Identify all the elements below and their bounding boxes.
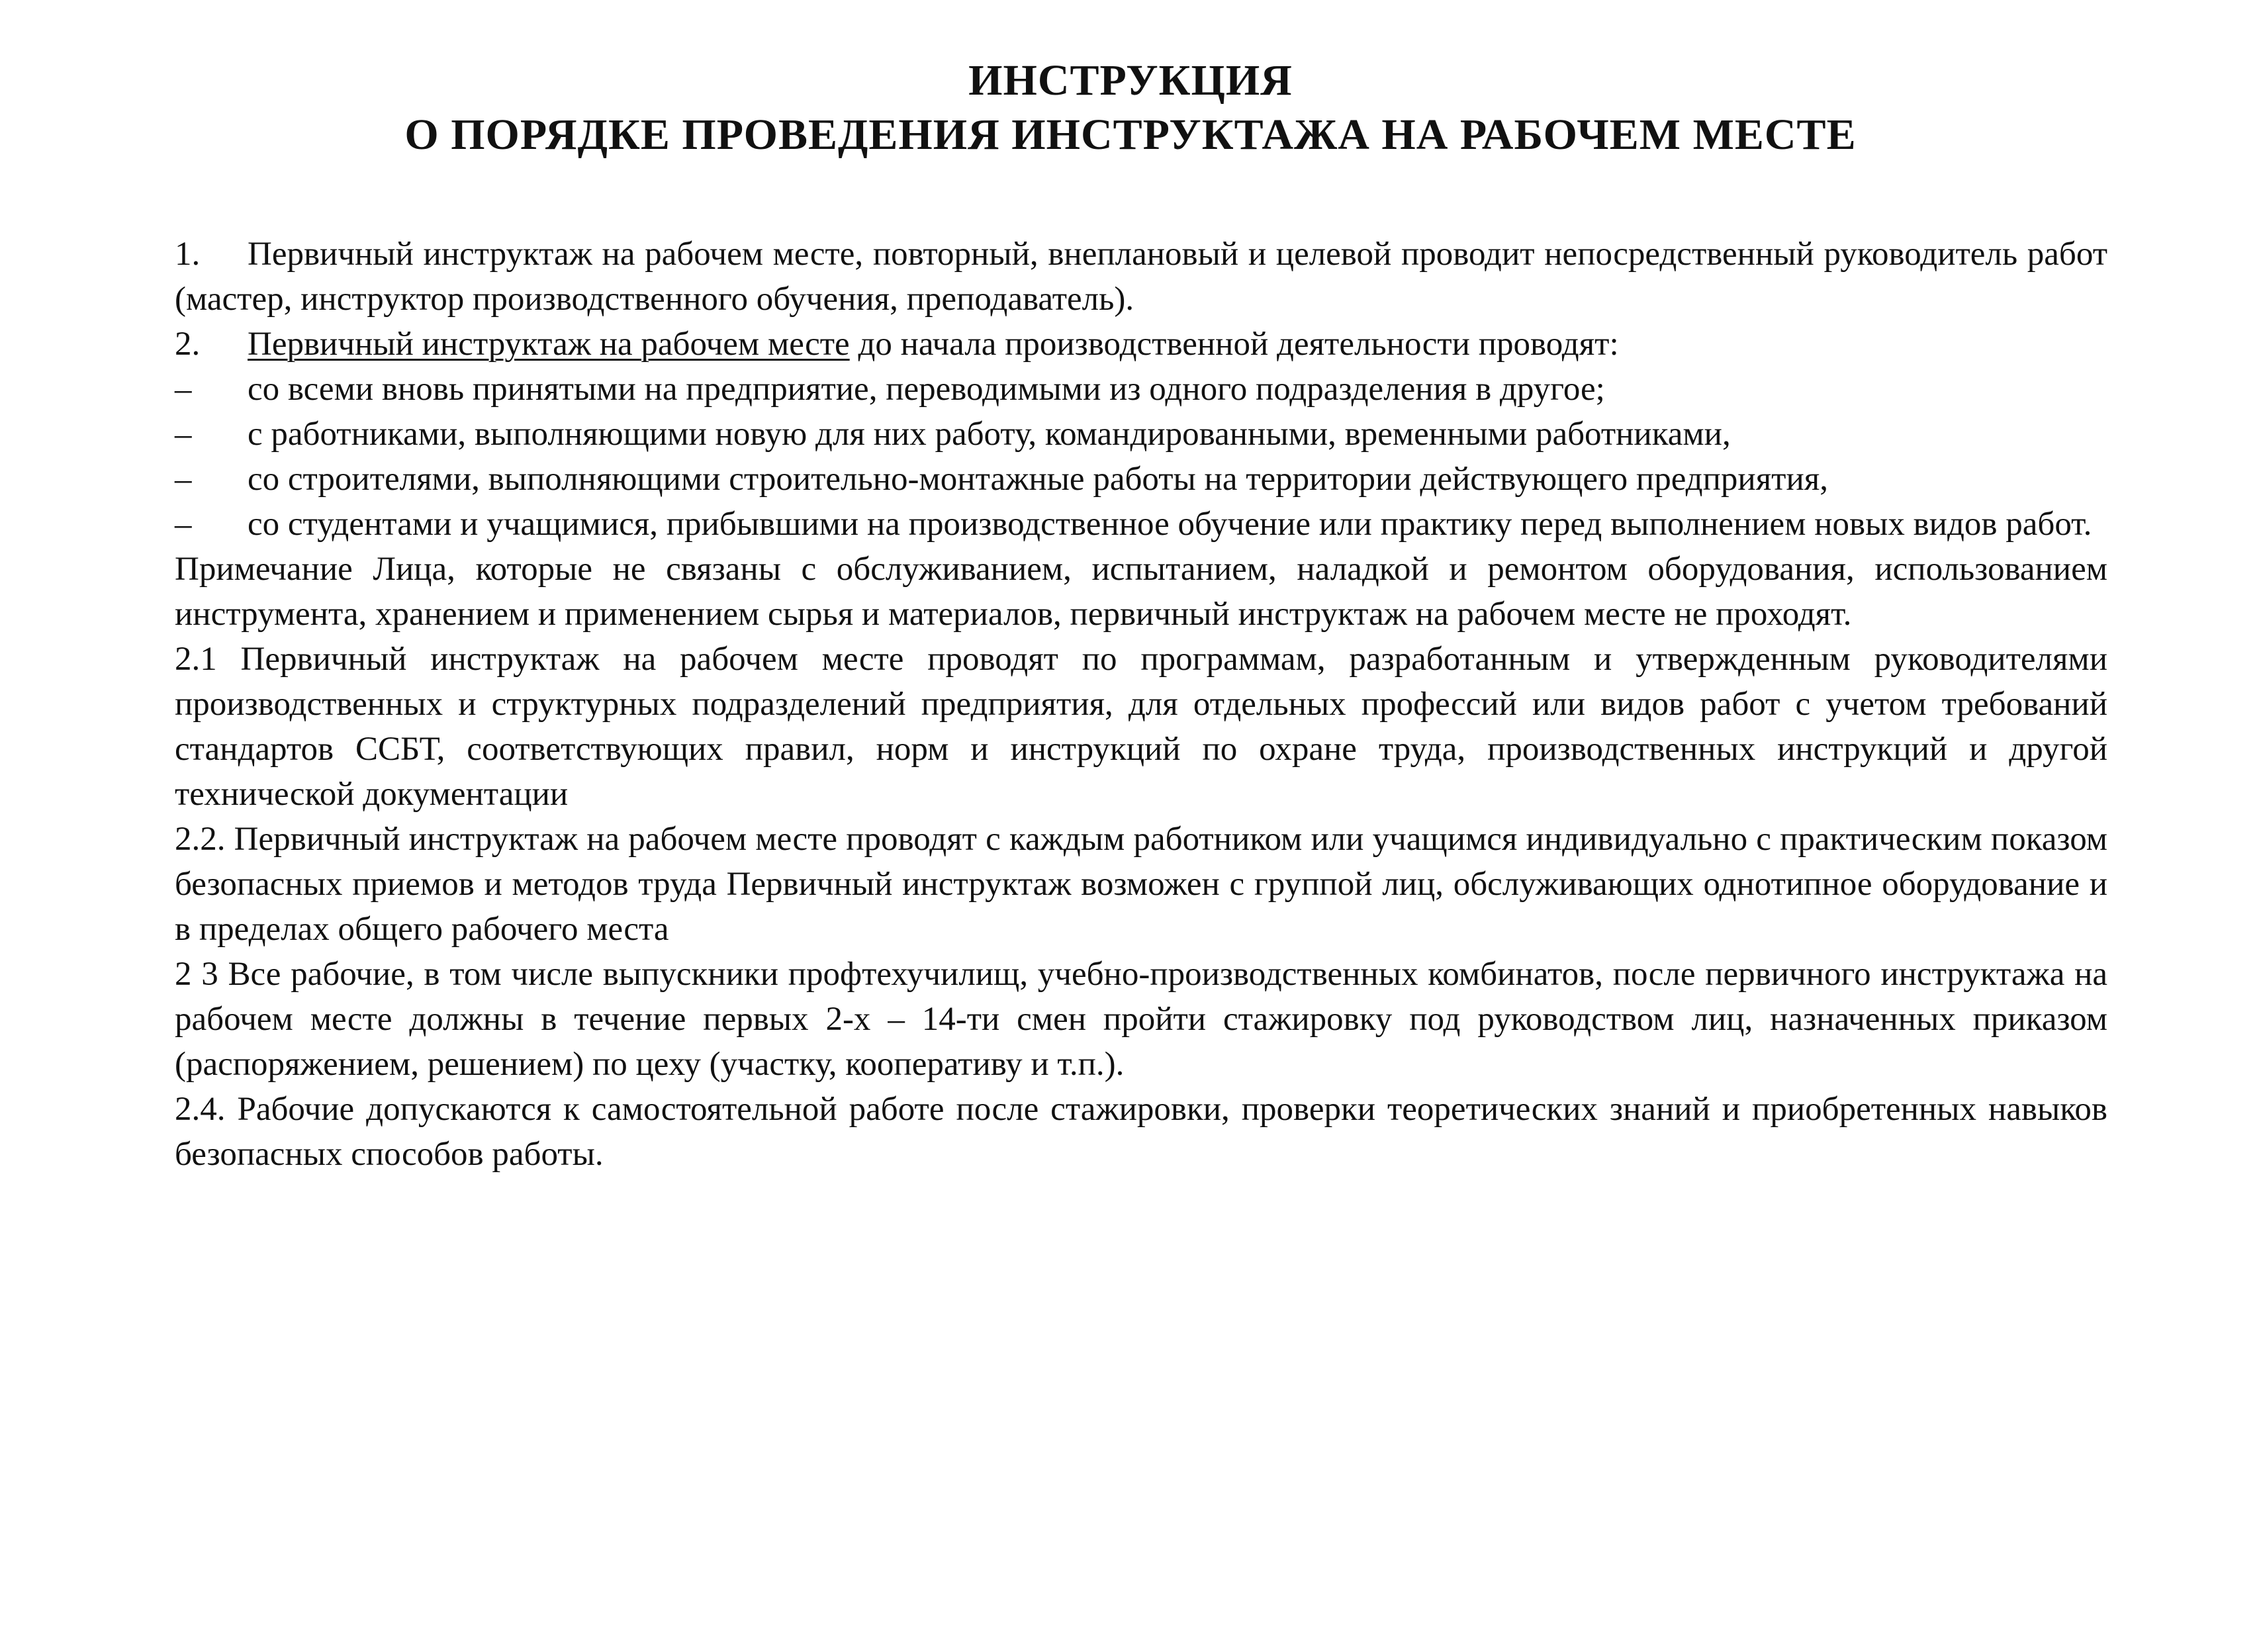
document-subtitle: О ПОРЯДКЕ ПРОВЕДЕНИЯ ИНСТРУКТАЖА НА РАБОЧЕМ МЕСТЕ xyxy=(404,111,1857,159)
dash-marker: – xyxy=(175,416,192,453)
note-paragraph: Примечание Лица, которые не связаны с обслуживанием, испытанием, наладкой и ремонтом оборудования, использованием инструмента, хранением и применением сырья и материалов, первичный инструктаж на рабочем месте не проходят. xyxy=(175,551,2107,633)
paragraph-2-2: 2.2. Первичный инструктаж на рабочем месте проводят с каждым работником или учащимся индивидуально с практическим показом безопасных приемов и методов труда Первичный инструктаж возможен с группой лиц, обслуживающих однотипное оборудование и в пределах общего рабочего места xyxy=(175,821,2107,948)
list-item-text: со всеми вновь принятыми на предприятие, переводимыми из одного подразделения в другое; xyxy=(248,371,1605,408)
paragraph-2 xyxy=(175,322,2107,367)
document-title: ИНСТРУКЦИЯ xyxy=(968,56,1293,105)
dash-marker: – xyxy=(175,506,192,543)
paragraph-2-text: до начала производственной деятельности проводят: xyxy=(849,326,1619,363)
paragraph-1-text: Первичный инструктаж на рабочем месте, повторный, внеплановый и целевой проводит непосредственный руководитель работ (мастер, инструктор производственного обучения, преподаватель). xyxy=(175,236,2107,318)
list-item-text: со студентами и учащимися, прибывшими на производственное обучение или практику перед выполнением новых видов работ. xyxy=(248,506,2092,543)
list-item xyxy=(175,457,2107,502)
dash-marker: – xyxy=(175,461,192,498)
list-item-text: со строителями, выполняющими строительно-монтажные работы на территории действующего предприятия, xyxy=(248,461,1828,498)
paragraph-2-1: 2.1 Первичный инструктаж на рабочем месте проводят по программам, разработанным и утвержденным руководителями производственных и структурных подразделений предприятия, для отдельных профессий или видов работ с учетом требований стандартов ССБТ, соответствующих правил, норм и инструкций по охране труда, производственных инструкций и другой технической документации xyxy=(175,641,2107,813)
list-item xyxy=(175,367,2107,412)
list-item xyxy=(175,502,2107,547)
paragraph-2-number: 2. xyxy=(175,326,201,363)
paragraph-2-underlined-text: Первичный инструктаж на рабочем месте xyxy=(248,326,850,363)
paragraph-2-4: 2.4. Рабочие допускаются к самостоятельной работе после стажировки, проверки теоретических знаний и приобретенных навыков безопасных способов работы. xyxy=(175,1091,2107,1173)
paragraph-1 xyxy=(175,232,2107,322)
list-item-text: с работниками, выполняющими новую для них работу, командированными, временными работниками, xyxy=(248,416,1731,453)
list-item xyxy=(175,412,2107,457)
paragraph-2-3: 2 3 Все рабочие, в том числе выпускники профтехучилищ, учебно-производственных комбинатов, после первичного инструктажа на рабочем месте должны в течение первых 2-х – 14-ти смен пройти стажировку под руководством лиц, назначенных приказом (распоряжением, решением) по цеху (участку, кооперативу и т.п.). xyxy=(175,956,2107,1083)
paragraph-1-number: 1. xyxy=(175,236,201,273)
dash-marker: – xyxy=(175,371,192,408)
document-body xyxy=(175,232,2107,1177)
